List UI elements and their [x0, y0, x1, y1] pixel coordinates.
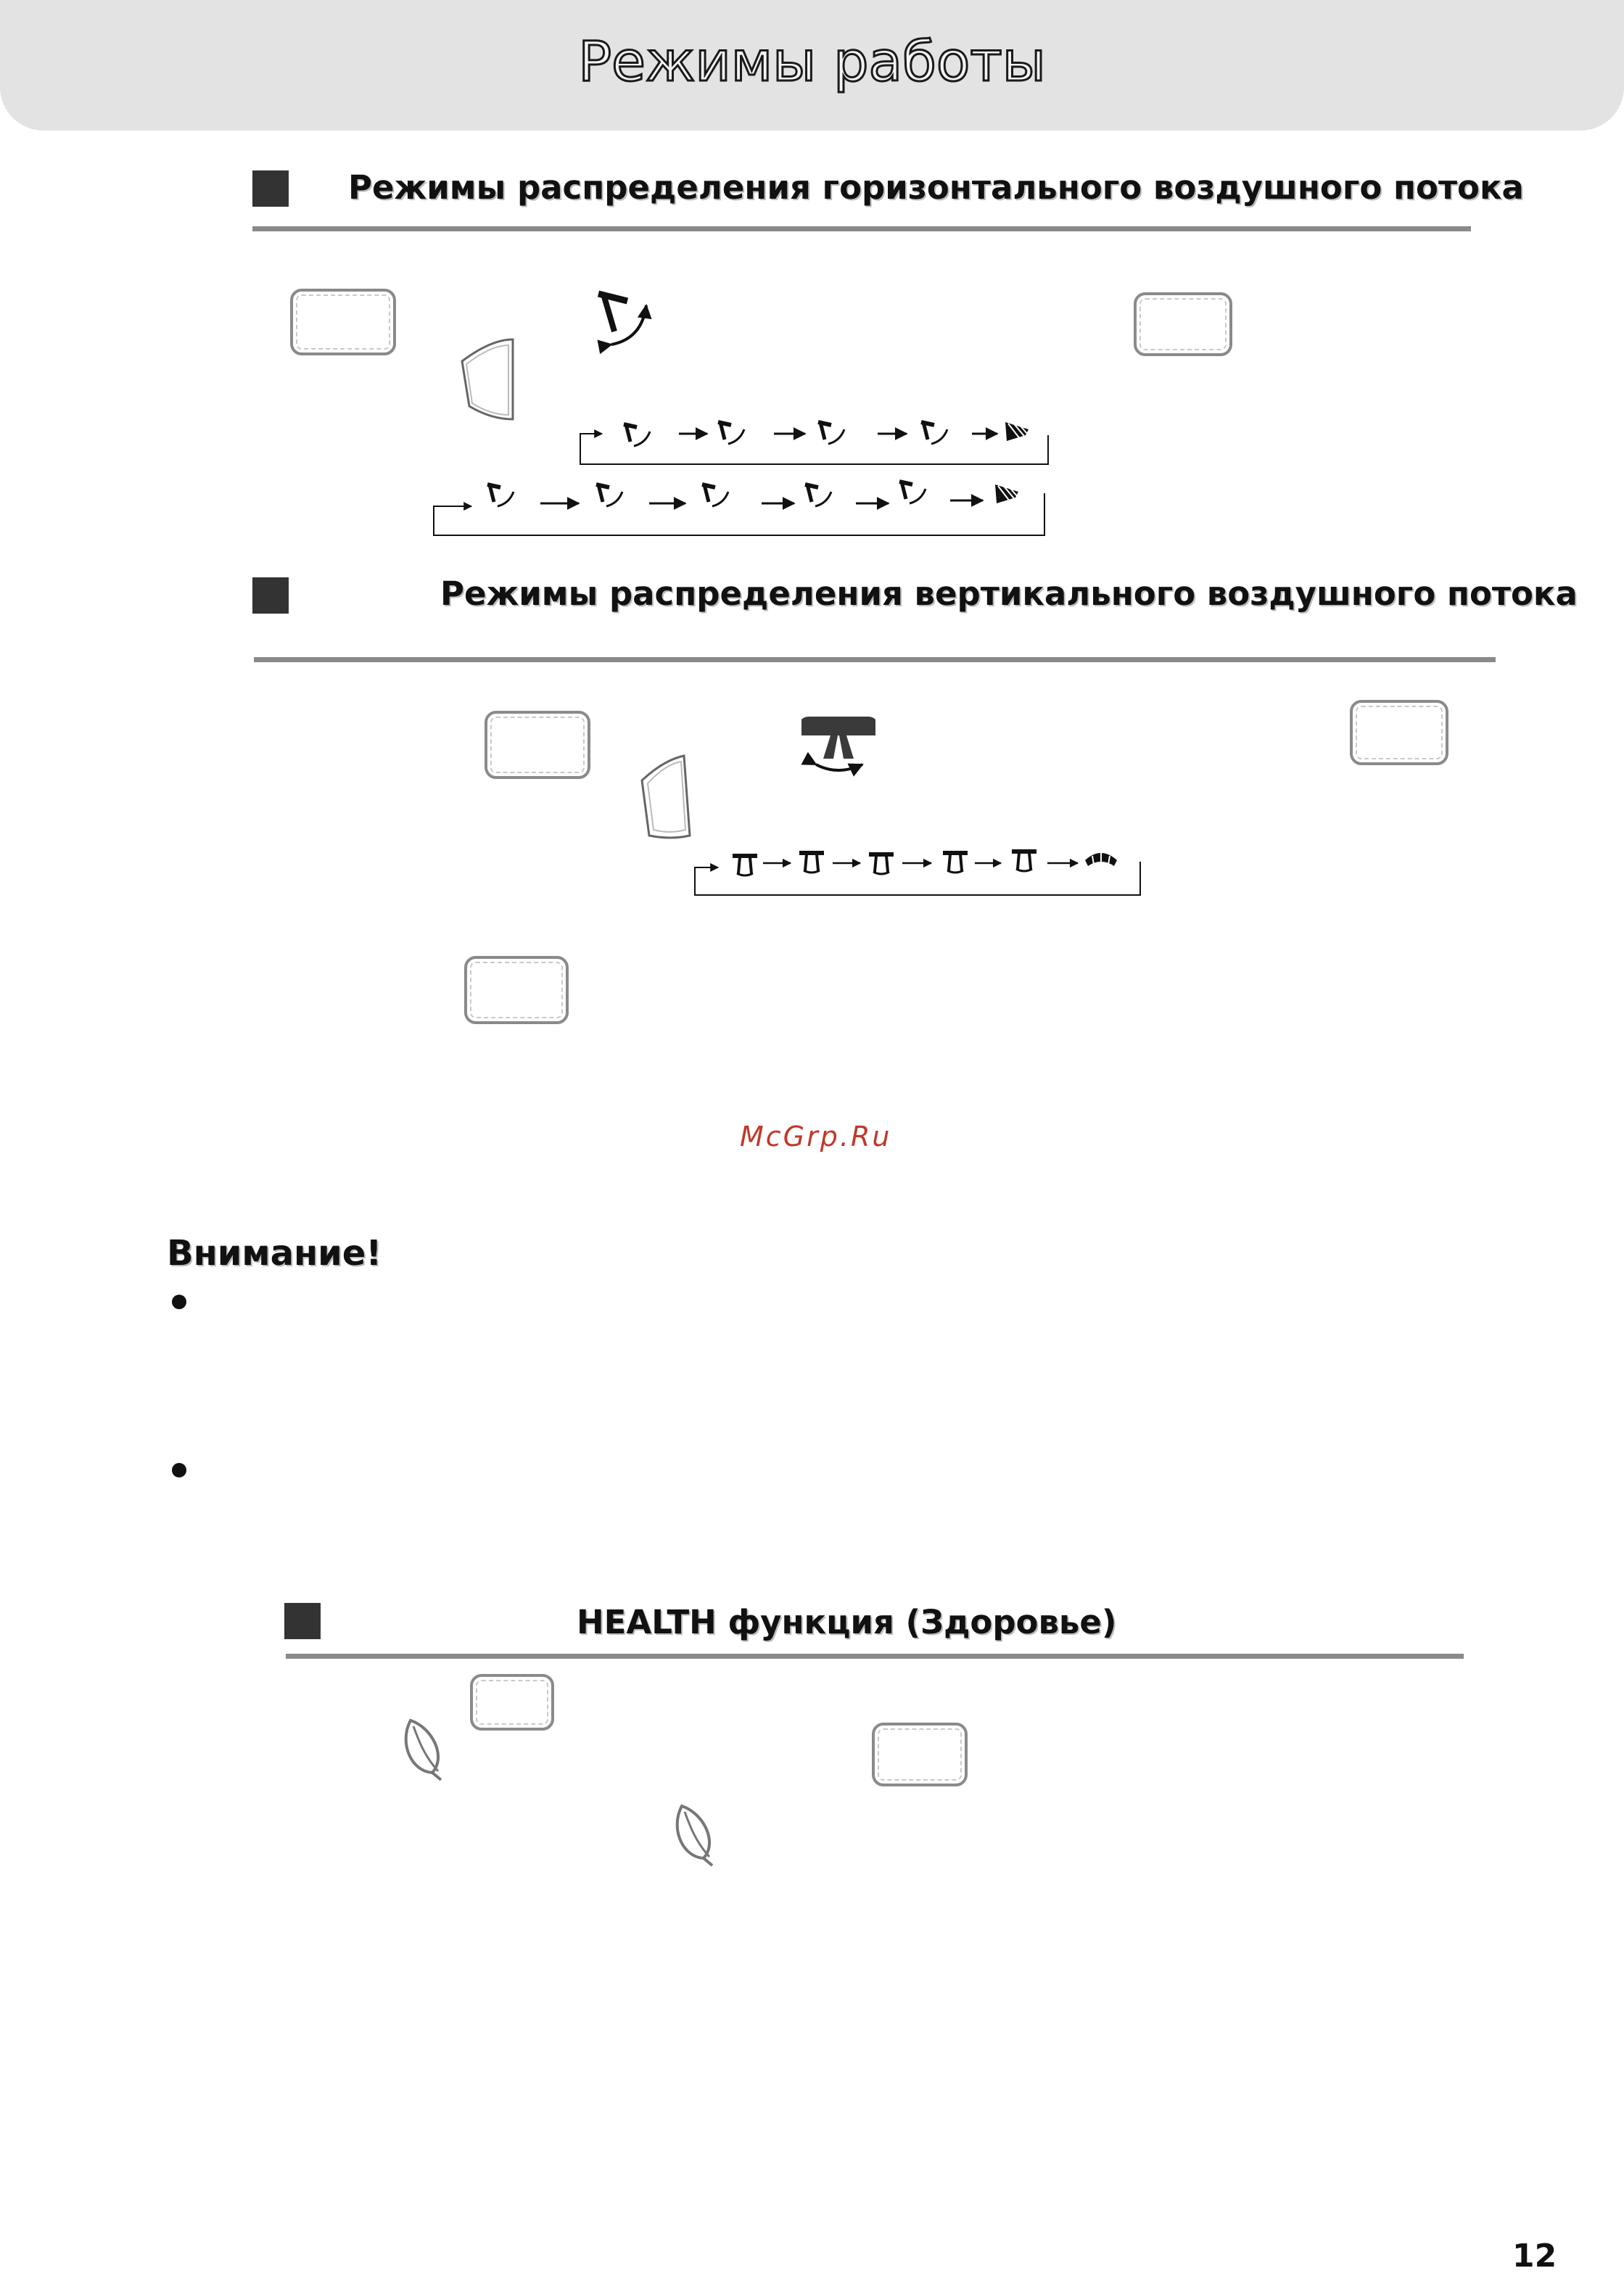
- fan-sector-icon: [462, 339, 513, 419]
- health-button[interactable]: [872, 1723, 968, 1786]
- fan-sector-icon: [642, 756, 690, 838]
- section-divider: [286, 1654, 1464, 1659]
- leaf-icon: [406, 1720, 441, 1780]
- swing-button[interactable]: [1134, 292, 1232, 356]
- section-marker: [252, 577, 289, 614]
- swing-button[interactable]: [485, 711, 590, 779]
- vertical-swing-icon: [801, 717, 875, 770]
- sequence-row-vertical: [695, 852, 1140, 895]
- section-marker: [252, 170, 289, 207]
- section-divider: [252, 226, 1471, 231]
- health-button[interactable]: [470, 1674, 554, 1731]
- bullet: [172, 1463, 186, 1477]
- bullet: [172, 1295, 186, 1309]
- leaf-icon: [677, 1806, 712, 1865]
- swing-icon: [598, 294, 646, 345]
- notice-label: Внимание!: [167, 1233, 382, 1274]
- section-heading-horizontal: Режимы распределения горизонтального воздушного потока: [348, 168, 1524, 207]
- sequence-row-1: [580, 422, 1048, 464]
- swing-button[interactable]: [1350, 700, 1448, 765]
- watermark: McGrp.Ru: [740, 1121, 892, 1153]
- page-number: 12: [1512, 2238, 1557, 2275]
- sequence-row-2: [434, 482, 1044, 535]
- swing-button[interactable]: [290, 289, 396, 355]
- section-divider: [254, 657, 1496, 662]
- section-marker: [284, 1603, 321, 1639]
- section-heading-health: HEALTH функция (Здоровье): [577, 1603, 1117, 1641]
- page-title: Режимы работы: [578, 29, 1046, 94]
- swing-button[interactable]: [464, 956, 569, 1024]
- section-heading-vertical: Режимы распределения вертикального воздушного потока: [440, 574, 1578, 613]
